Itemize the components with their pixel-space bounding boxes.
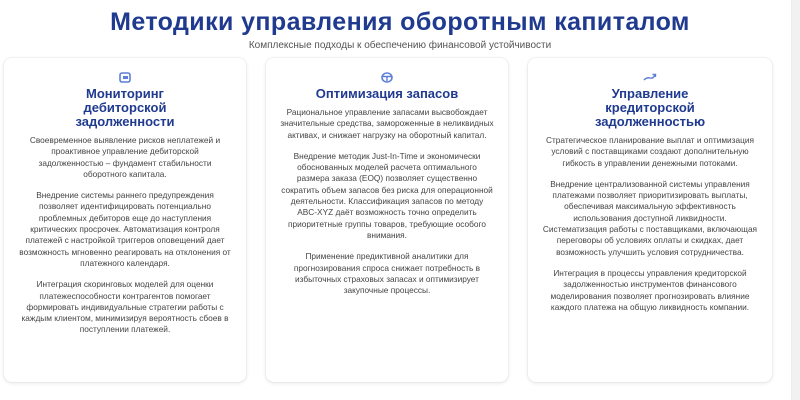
- trend-line-icon: [542, 69, 758, 85]
- card-paragraph: Применение предиктивной аналитики для прогнозирования спроса снижает потребность в избыточных страховых запасах и оптимизирует закупочные процессы.: [293, 251, 481, 296]
- card-paragraph: Внедрение централизованной системы управления платежами позволяет приоритизировать выплаты, обеспечивая максимальную эффективность использования доступной ликвидности. Систематизация работы с поставщиками, включающая переговоры об условиях оплаты и скидках, дает возможность улучшить условия сотрудничества.: [542, 178, 758, 257]
- card-receivables: [4, 58, 246, 382]
- card-paragraph: Интеграция скоринговых моделей для оценки платежеспособности контрагентов помогает формировать индивидуальные стратегии работы с каждым клиентом, минимизируя вероятность сбоев в поступлении платежей.: [21, 279, 229, 335]
- card-paragraph: Внедрение методик Just-In-Time и экономически обоснованных моделей расчета оптимального размера заказа (EOQ) позволяет существенно сократить объем запасов без риска для операционной деятельности. Классификация запасов по методу ABC-XYZ даёт возможность точно определить приоритетные группы товаров, требующие особого внимания.: [281, 150, 493, 240]
- page-header: [0, 0, 800, 53]
- card-inventory: [266, 58, 508, 382]
- card-title: Мониторинг дебиторской задолженности: [75, 86, 175, 129]
- scrollbar[interactable]: [791, 0, 800, 400]
- card-paragraph: Рациональное управление запасами высвобождает значительные средства, замороженные в неликвидных активах, и снижает нагрузку на оборотный капитал.: [280, 107, 494, 140]
- page-title: Методики управления оборотным капиталом: [110, 8, 690, 36]
- card-title: Управление кредиторской задолженностью: [594, 86, 706, 129]
- card-paragraph: Стратегическое планирование выплат и оптимизация условий с поставщиками создают дополнительную гибкость в управлении денежными потоками.: [546, 135, 754, 168]
- inventory-box-icon: [280, 69, 494, 85]
- methods-cards: [4, 58, 772, 382]
- receipt-document-icon: [18, 69, 232, 85]
- card-paragraph: Интеграция в процессы управления кредиторской задолженностью инструментов финансового моделирования позволяет прогнозировать влияние каждого платежа на общую ликвидность компании.: [550, 267, 750, 312]
- card-paragraph: Своевременное выявление рисков неплатежей и проактивное управление дебиторской задолженностью – фундамент стабильности оборотного капитала.: [29, 135, 221, 179]
- card-paragraph: Внедрение системы раннего предупреждения позволяет идентифицировать потенциально проблемных дебиторов еще до наступления критических просрочек. Автоматизация контроля платежей с настройкой триггеров оповещений дает возможность мгновенно реагировать на отклонения от платежного календаря.: [19, 190, 231, 268]
- page-subtitle: Комплексные подходы к обеспечению финансовой устойчивости: [248, 40, 552, 51]
- card-title: Оптимизация запасов: [315, 86, 459, 101]
- card-payables: [528, 58, 772, 382]
